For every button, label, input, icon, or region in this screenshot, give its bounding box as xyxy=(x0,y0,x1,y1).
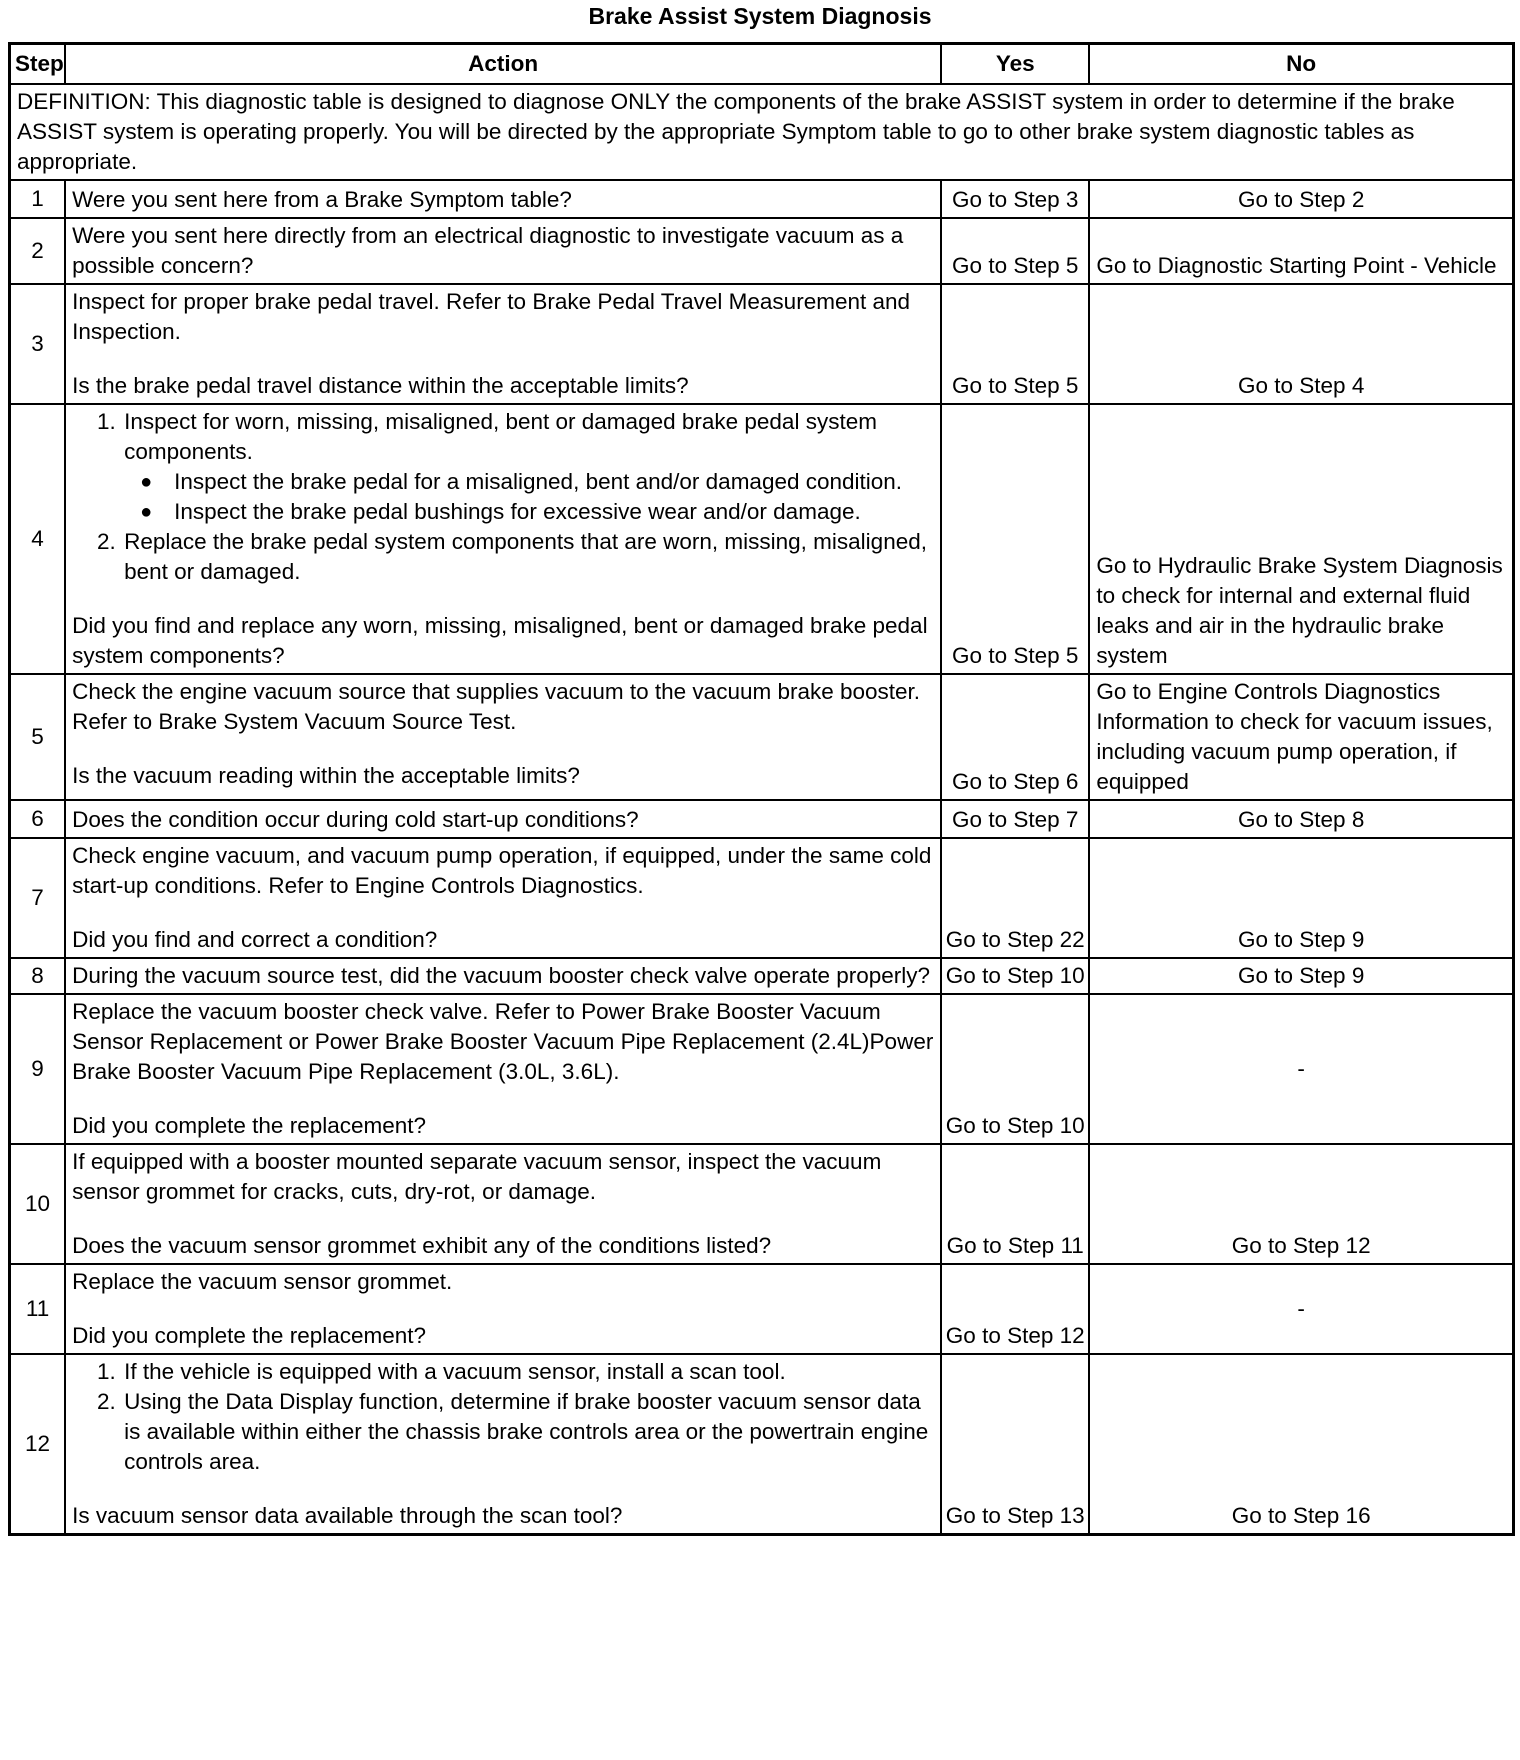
list-item-text: If the vehicle is equipped with a vacuum sensor, install a scan tool. xyxy=(124,1359,786,1384)
no-link: Go to Step 4 xyxy=(1089,284,1513,404)
step-number: 3 xyxy=(10,284,66,404)
table-row xyxy=(10,994,1514,1144)
step-number: 12 xyxy=(10,1354,66,1535)
action-instruction: Replace the vacuum booster check valve. Refer to Power Brake Booster Vacuum Sensor Replacement or Power Brake Booster Vacuum Pipe Replacement (2.4L)Power Brake Booster Vacuum Pipe Replacement (3.0L, 3.6L). xyxy=(72,999,934,1084)
diagnosis-table xyxy=(8,42,1515,1536)
step-number: 2 xyxy=(10,218,66,284)
yes-link: Go to Step 5 xyxy=(941,218,1089,284)
action-cell xyxy=(65,838,941,958)
list-item xyxy=(122,1357,934,1387)
yes-link: Go to Step 11 xyxy=(941,1144,1089,1264)
action-instruction: Replace the vacuum sensor grommet. xyxy=(72,1269,453,1294)
header-step: Step xyxy=(10,44,66,85)
step-number: 6 xyxy=(10,800,66,838)
action-text: Does the condition occur during cold start-up conditions? xyxy=(65,800,941,838)
no-link: Go to Step 12 xyxy=(1089,1144,1513,1264)
step-number: 7 xyxy=(10,838,66,958)
yes-link: Go to Step 22 xyxy=(941,838,1089,958)
step-number: 4 xyxy=(10,404,66,674)
yes-link: Go to Step 5 xyxy=(941,404,1089,674)
no-link: Go to Step 16 xyxy=(1089,1354,1513,1535)
no-link: - xyxy=(1089,994,1513,1144)
action-question: Did you find and correct a condition? xyxy=(72,927,438,952)
table-row xyxy=(10,404,1514,674)
action-question: Is the brake pedal travel distance within the acceptable limits? xyxy=(72,373,689,398)
action-text: Were you sent here from a Brake Symptom table? xyxy=(65,180,941,218)
header-no: No xyxy=(1089,44,1513,85)
definition-row xyxy=(10,84,1514,180)
yes-link: Go to Step 12 xyxy=(941,1264,1089,1354)
action-question: Did you find and replace any worn, missing, misaligned, bent or damaged brake pedal system components? xyxy=(72,613,928,668)
table-row xyxy=(10,218,1514,284)
yes-link: Go to Step 6 xyxy=(941,674,1089,800)
list-item-text: Replace the brake pedal system components that are worn, missing, misaligned, bent or damaged. xyxy=(124,529,927,584)
list-item xyxy=(122,1387,934,1477)
table-row xyxy=(10,838,1514,958)
action-question: Did you complete the replacement? xyxy=(72,1113,427,1138)
action-list xyxy=(72,1357,934,1477)
table-row xyxy=(10,284,1514,404)
action-question: Is vacuum sensor data available through the scan tool? xyxy=(72,1503,623,1528)
action-cell xyxy=(65,994,941,1144)
action-cell xyxy=(65,1144,941,1264)
no-link: - xyxy=(1089,1264,1513,1354)
action-text: Were you sent here directly from an electrical diagnostic to investigate vacuum as a possible concern? xyxy=(65,218,941,284)
header-action: Action xyxy=(65,44,941,85)
bullet-text: Inspect the brake pedal for a misaligned, bent and/or damaged condition. xyxy=(174,469,903,494)
yes-link: Go to Step 3 xyxy=(941,180,1089,218)
table-row xyxy=(10,1144,1514,1264)
action-cell xyxy=(65,1264,941,1354)
action-question: Did you complete the replacement? xyxy=(72,1323,427,1348)
yes-link: Go to Step 10 xyxy=(941,994,1089,1144)
step-number: 5 xyxy=(10,674,66,800)
bullet-item xyxy=(140,467,934,497)
bullet-icon: ● xyxy=(140,501,153,523)
action-instruction: Inspect for proper brake pedal travel. Refer to Brake Pedal Travel Measurement and Inspection. xyxy=(72,289,911,344)
step-number: 9 xyxy=(10,994,66,1144)
action-cell xyxy=(65,404,941,674)
step-number: 8 xyxy=(10,958,66,994)
no-link: Go to Hydraulic Brake System Diagnosis to check for internal and external fluid leaks and air in the hydraulic brake system xyxy=(1089,404,1513,674)
table-row xyxy=(10,1354,1514,1535)
bullet-icon: ● xyxy=(140,471,153,493)
yes-link: Go to Step 7 xyxy=(941,800,1089,838)
table-row xyxy=(10,800,1514,838)
no-link: Go to Step 8 xyxy=(1089,800,1513,838)
step-number: 1 xyxy=(10,180,66,218)
step-number: 10 xyxy=(10,1144,66,1264)
list-item-text: Using the Data Display function, determine if brake booster vacuum sensor data is available within either the chassis brake controls area or the powertrain engine controls area. xyxy=(124,1389,929,1474)
bullet-item xyxy=(140,497,934,527)
table-row xyxy=(10,180,1514,218)
action-instruction: If equipped with a booster mounted separate vacuum sensor, inspect the vacuum sensor grommet for cracks, cuts, dry-rot, or damage. xyxy=(72,1149,882,1204)
header-yes: Yes xyxy=(941,44,1089,85)
action-instruction: Check engine vacuum, and vacuum pump operation, if equipped, under the same cold start-up conditions. Refer to Engine Controls Diagnostics. xyxy=(72,843,932,898)
action-cell xyxy=(65,674,941,800)
action-question: Does the vacuum sensor grommet exhibit any of the conditions listed? xyxy=(72,1233,772,1258)
list-item-text: Inspect for worn, missing, misaligned, bent or damaged brake pedal system components. xyxy=(124,409,877,464)
yes-link: Go to Step 13 xyxy=(941,1354,1089,1535)
list-item xyxy=(122,407,934,527)
definition-text: DEFINITION: This diagnostic table is designed to diagnose ONLY the components of the brake ASSIST system in order to determine if the brake ASSIST system is operating properly. You will be directed by the appropriate Symptom table to go to other brake system diagnostic tables as appropriate. xyxy=(10,84,1514,180)
action-cell xyxy=(65,284,941,404)
yes-link: Go to Step 5 xyxy=(941,284,1089,404)
no-link: Go to Engine Controls Diagnostics Information to check for vacuum issues, including vacuum pump operation, if equipped xyxy=(1089,674,1513,800)
bullet-list xyxy=(124,467,934,527)
no-link: Go to Diagnostic Starting Point - Vehicle xyxy=(1089,218,1513,284)
action-list xyxy=(72,407,934,587)
no-link: Go to Step 9 xyxy=(1089,838,1513,958)
action-text: During the vacuum source test, did the vacuum booster check valve operate properly? xyxy=(65,958,941,994)
no-link: Go to Step 2 xyxy=(1089,180,1513,218)
action-cell xyxy=(65,1354,941,1535)
table-row xyxy=(10,958,1514,994)
yes-link: Go to Step 10 xyxy=(941,958,1089,994)
action-instruction: Check the engine vacuum source that supplies vacuum to the vacuum brake booster. Refer to Brake System Vacuum Source Test. xyxy=(72,679,921,734)
document-title: Brake Assist System Diagnosis xyxy=(588,3,932,29)
bullet-text: Inspect the brake pedal bushings for excessive wear and/or damage. xyxy=(174,499,861,524)
no-link: Go to Step 9 xyxy=(1089,958,1513,994)
list-item xyxy=(122,527,934,587)
action-question: Is the vacuum reading within the acceptable limits? xyxy=(72,763,580,788)
table-row xyxy=(10,1264,1514,1354)
step-number: 11 xyxy=(10,1264,66,1354)
table-row xyxy=(10,674,1514,800)
header-row xyxy=(10,44,1514,85)
